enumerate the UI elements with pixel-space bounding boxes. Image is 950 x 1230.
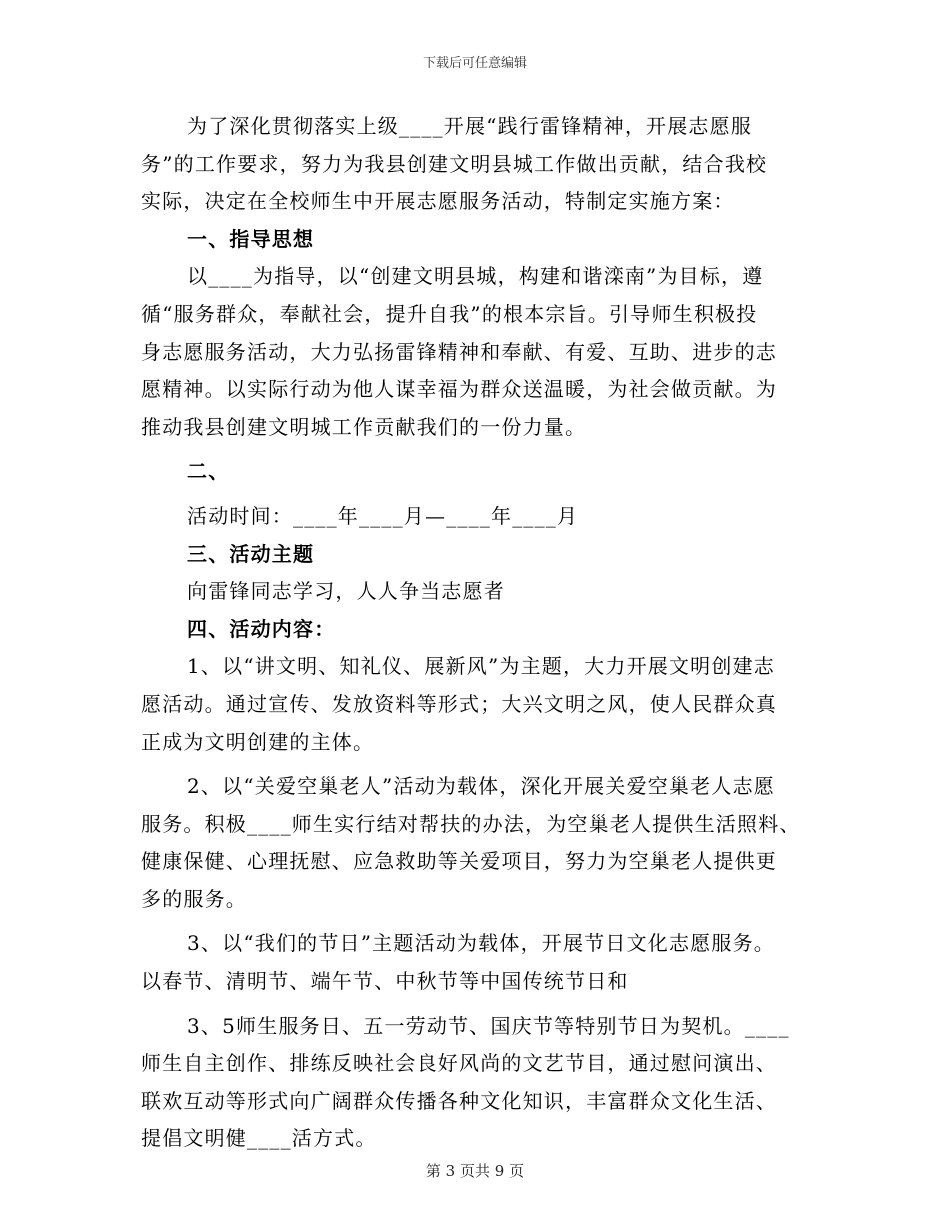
- section-heading: 一、指导思想: [187, 226, 315, 251]
- text-line: 师生自主创作、排练反映社会良好风尚的文艺节目，通过慰问演出、: [141, 1051, 777, 1076]
- text-line: 愿精神。以实际行动为他人谋幸福为群众送温暖，为社会做贡献。为: [141, 377, 777, 402]
- page-footer: 第 3 页共 9 页: [425, 1162, 525, 1180]
- text-line: 务”的工作要求，努力为我县创建文明县城工作做出贡献，结合我校: [141, 151, 768, 176]
- page-header: 下载后可任意编辑: [422, 56, 527, 71]
- text-line: 提倡文明健____活方式。: [141, 1126, 377, 1151]
- text-line: 身志愿服务活动，大力弘扬雷锋精神和奉献、有爱、互助、进步的志: [141, 339, 777, 364]
- text-line: 1、以“讲文明、知礼仪、展新风”为主题，大力开展文明创建志: [187, 654, 775, 679]
- text-line: 实际，决定在全校师生中开展志愿服务活动，特制定实施方案：: [141, 189, 735, 214]
- text-line: 联欢互动等形式向广阔群众传播各种文化知识，丰富群众文化生活、: [141, 1088, 777, 1113]
- document-body: [141, 108, 821, 1158]
- text-line: 多的服务。: [141, 886, 247, 911]
- text-line: 正成为文明创建的主体。: [141, 729, 375, 754]
- text-line: 服务。积极____师生实行结对帮扶的办法，为空巢老人提供生活照料、: [141, 811, 801, 836]
- text-line: 推动我县创建文明城工作贡献我们的一份力量。: [141, 414, 587, 439]
- text-line: 向雷锋同志学习，人人争当志愿者: [187, 579, 505, 604]
- text-line: 3、以“我们的节日”主题活动为载体，开展节日文化志愿服务。: [187, 931, 775, 956]
- text-line: 为了深化贯彻落实上级____开展“践行雷锋精神，开展志愿服: [187, 114, 753, 138]
- text-line: 愿活动。通过宣传、发放资料等形式；大兴文明之风，使人民群众真: [141, 691, 777, 716]
- text-line: 以春节、清明节、端午节、中秋节等中国传统节日和: [141, 969, 629, 994]
- text-line: 以____为指导，以“创建文明县城，构建和谐滦南”为目标，遵: [187, 264, 764, 289]
- text-line: 3、5师生服务日、五一劳动节、国庆节等特别节日为契机。____: [187, 1013, 790, 1038]
- text-line: 2、以“关爱空巢老人”活动为载体，深化开展关爱空巢老人志愿: [187, 774, 775, 799]
- section-heading: 二、: [187, 459, 230, 484]
- text-line: 活动时间：____年____月—____年____月: [187, 503, 579, 528]
- section-heading: 四、活动内容：: [187, 616, 336, 641]
- text-line: 循“服务群众，奉献社会，提升自我”的根本宗旨。引导师生积极投: [141, 301, 758, 326]
- section-heading: 三、活动主题: [187, 541, 315, 566]
- text-line: 健康保健、心理抚慰、应急救助等关爱项目，努力为空巢老人提供更: [141, 849, 777, 874]
